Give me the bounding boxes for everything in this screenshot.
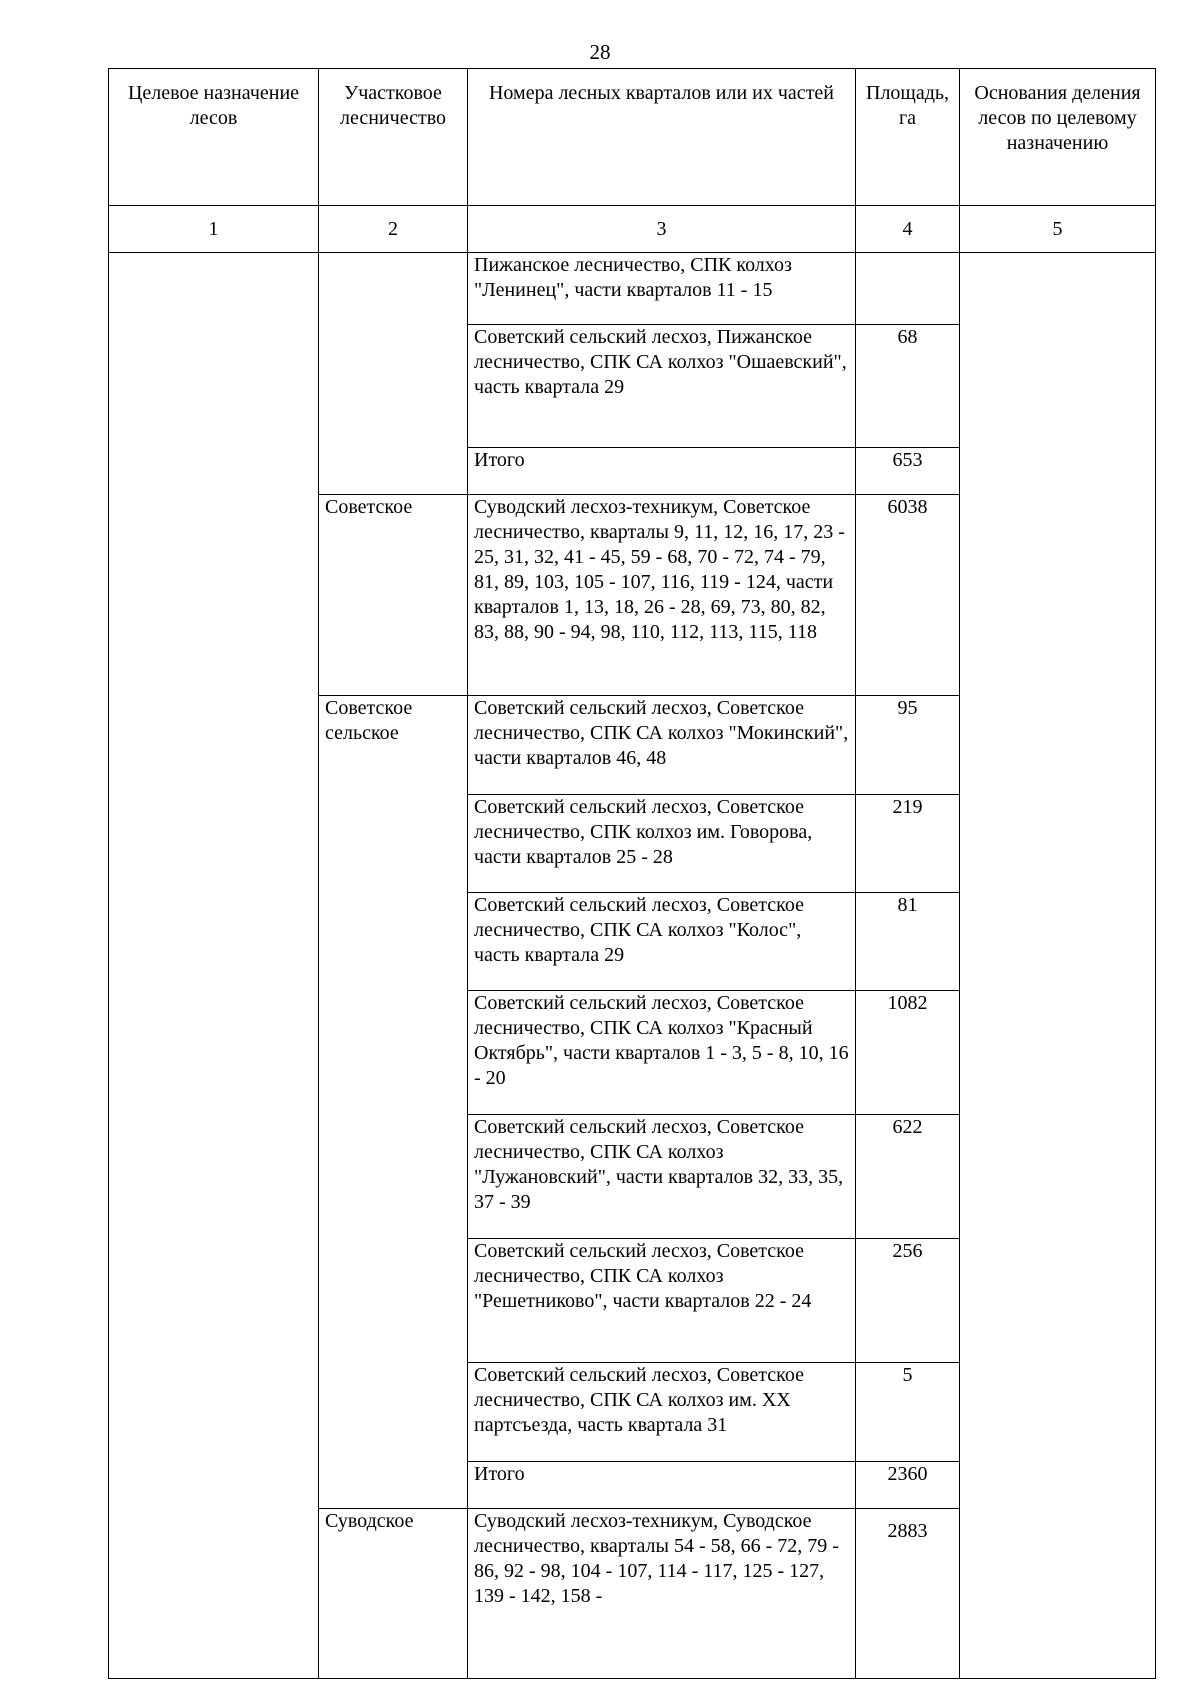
page-number: 28 [589, 40, 611, 64]
forestry-cell: Советское сельское [319, 696, 468, 1509]
area-cell: 256 [856, 1239, 960, 1363]
header-basis: Основания деления лесов по целевому назначению [960, 69, 1156, 206]
quarters-cell: Суводский лесхоз-техникум, Суводское лесничество, кварталы 54 - 58, 66 - 72, 79 - 86, 92 - 98, 104 - 107, 114 - 117, 125 - 127, 139 - 142, 158 - [468, 1509, 856, 1679]
table-row [109, 253, 1156, 325]
forestry-cell: Суводское [319, 1509, 468, 1679]
area-cell [856, 253, 960, 325]
area-cell: 219 [856, 795, 960, 893]
area-cell: 2360 [856, 1462, 960, 1509]
quarters-cell: Советский сельский лесхоз, Советское лесничество, СПК СА колхоз "Красный Октябрь", части кварталов 1 - 3, 5 - 8, 10, 16 - 20 [468, 991, 856, 1115]
quarters-cell: Советский сельский лесхоз, Советское лесничество, СПК СА колхоз "Решетниково", части кварталов 22 - 24 [468, 1239, 856, 1363]
area-cell: 1082 [856, 991, 960, 1115]
forestry-cell [319, 253, 468, 495]
area-cell: 2883 [856, 1509, 960, 1679]
header-quarters: Номера лесных кварталов или их частей [468, 69, 856, 206]
forestry-cell: Советское [319, 495, 468, 696]
quarters-cell: Суводский лесхоз-техникум, Советское лесничество, кварталы 9, 11, 12, 16, 17, 23 - 25, 31, 32, 41 - 45, 59 - 68, 70 - 72, 74 - 79, 81, 89, 103, 105 - 107, 116, 119 - 124, части кварталов 1, 13, 18, 26 - 28, 69, 73, 80, 82, 83, 88, 90 - 94, 98, 110, 112, 113, 115, 118 [468, 495, 856, 696]
column-number: 3 [468, 206, 856, 253]
quarters-cell: Советский сельский лесхоз, Советское лесничество, СПК СА колхоз "Лужановский", части кварталов 32, 33, 35, 37 - 39 [468, 1115, 856, 1239]
purpose-cell [109, 253, 319, 1679]
area-cell: 6038 [856, 495, 960, 696]
area-cell: 653 [856, 448, 960, 495]
quarters-cell: Советский сельский лесхоз, Пижанское лесничество, СПК СА колхоз "Ошаевский", часть квартала 29 [468, 325, 856, 448]
table-header-row [109, 69, 1156, 206]
area-cell: 95 [856, 696, 960, 795]
header-purpose: Целевое назначение лесов [109, 69, 319, 206]
header-forestry: Участковое лесничество [319, 69, 468, 206]
column-number: 1 [109, 206, 319, 253]
quarters-cell: Пижанское лесничество, СПК колхоз "Ленинец", части кварталов 11 - 15 [468, 253, 856, 325]
area-cell: 81 [856, 893, 960, 991]
column-number: 5 [960, 206, 1156, 253]
quarters-cell: Итого [468, 1462, 856, 1509]
area-cell: 68 [856, 325, 960, 448]
column-number: 2 [319, 206, 468, 253]
area-cell: 622 [856, 1115, 960, 1239]
quarters-cell: Советский сельский лесхоз, Советское лесничество, СПК СА колхоз им. XX партсъезда, часть квартала 31 [468, 1363, 856, 1462]
quarters-cell: Советский сельский лесхоз, Советское лесничество, СПК СА колхоз "Мокинский", части кварталов 46, 48 [468, 696, 856, 795]
forest-allocation-table [108, 68, 1156, 1679]
column-number: 4 [856, 206, 960, 253]
header-area: Площадь, га [856, 69, 960, 206]
column-number-row [109, 206, 1156, 253]
area-cell: 5 [856, 1363, 960, 1462]
quarters-cell: Советский сельский лесхоз, Советское лесничество, СПК СА колхоз "Колос", часть квартала 29 [468, 893, 856, 991]
basis-cell [960, 253, 1156, 1679]
quarters-cell: Советский сельский лесхоз, Советское лесничество, СПК колхоз им. Говорова, части кварталов 25 - 28 [468, 795, 856, 893]
quarters-cell: Итого [468, 448, 856, 495]
